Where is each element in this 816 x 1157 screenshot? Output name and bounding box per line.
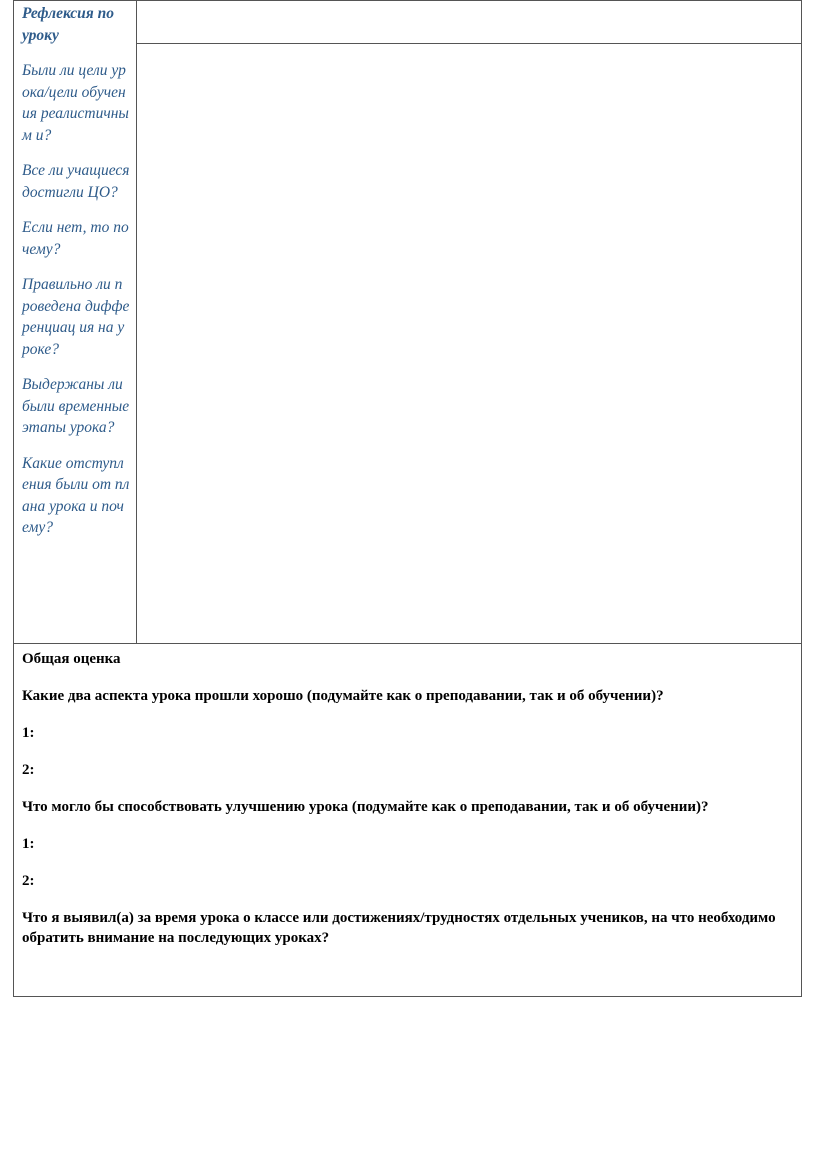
improve-item-1: 1: [22, 836, 35, 852]
went-well-item-1: 1: [22, 725, 35, 741]
question-all-achieved: Все ли учащиеся достигли ЦО? [22, 162, 130, 201]
question-time-stages: Выдержаны ли были временные этапы урока? [22, 376, 130, 436]
question-if-not-why: Если нет, то почему? [22, 219, 129, 258]
assessment-heading: Общая оценка [22, 651, 121, 667]
reflection-answer-cell[interactable] [137, 44, 801, 643]
went-well-question: Какие два аспекта урока прошли хорошо (подумайте как о преподавании, так и об обучении)? [22, 688, 664, 704]
improve-question: Что могло бы способствовать улучшению урока (подумайте как о преподавании, так и об обучении)? [22, 799, 709, 815]
learned-question: Что я выявил(а) за время урока о классе или достижениях/трудностях отдельных учеников, на что необходимо обратить внимание на последующих уроках? [22, 910, 776, 946]
question-differentiation: Правильно ли проведена дифференциац ия на уроке? [22, 276, 130, 358]
question-goals-realistic: Были ли цели урока/цели обучения реалистичным и? [22, 62, 129, 144]
improve-item-2: 2: [22, 873, 35, 889]
went-well-item-2: 2: [22, 762, 35, 778]
overall-assessment-cell[interactable] [14, 643, 801, 996]
question-deviations: Какие отступления были от плана урока и почему? [22, 454, 130, 536]
reflection-table [13, 0, 802, 997]
reflection-questions-column [14, 1, 137, 643]
reflection-answer-header-cell[interactable] [137, 1, 801, 44]
reflection-heading: Рефлексия по уроку [22, 5, 114, 44]
